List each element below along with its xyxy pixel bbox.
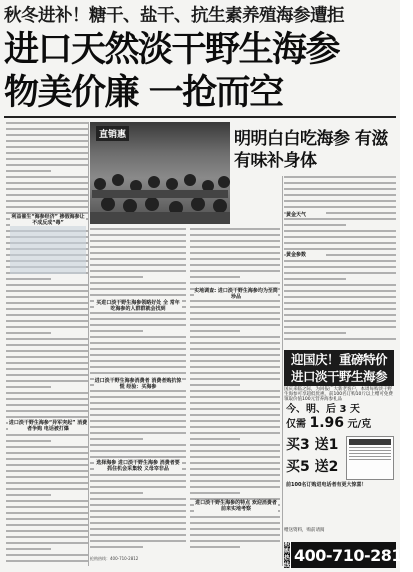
- offer-note: 前100名订购进电话者有更大惊喜！: [286, 482, 367, 488]
- hotline-number: 400-710-2812: [294, 545, 413, 565]
- text-line: [190, 264, 280, 266]
- text-line: [90, 282, 186, 284]
- text-line: [190, 528, 280, 530]
- subhead-left-box: 利益催生“海参经济” 掺假海参让不成反成“毒”: [11, 214, 85, 226]
- bottom-hotline: 抢购热线：400-710-2812: [90, 556, 139, 561]
- text-line: [90, 474, 186, 476]
- text-line: [90, 318, 186, 320]
- text-line: [90, 420, 186, 422]
- text-line: [190, 432, 280, 434]
- text-line: [284, 194, 396, 196]
- text-line: [6, 464, 88, 466]
- text-line: [6, 524, 88, 526]
- text-line: [190, 300, 280, 302]
- text-line: [6, 506, 88, 508]
- text-line: [90, 534, 186, 536]
- text-line: [6, 128, 88, 130]
- text-line: [90, 228, 186, 230]
- text-line: [190, 474, 280, 476]
- text-line: [6, 458, 88, 460]
- text-line: [284, 200, 396, 202]
- main-headline-line2: 物美价廉 一抢而空: [4, 73, 283, 113]
- text-line: [90, 504, 186, 506]
- promo-banner-line2: 进口淡干野生海参: [290, 369, 387, 384]
- promo-small-text: 赠送资料，购前请阅: [284, 528, 325, 533]
- text-line: [6, 146, 88, 148]
- hotline-label: 抢购热线: [284, 541, 291, 569]
- text-line: [6, 404, 88, 406]
- text-line: [190, 456, 280, 458]
- text-line: [190, 534, 280, 536]
- text-line: [284, 266, 396, 268]
- price-days: 今、明、后 3 天: [286, 404, 360, 415]
- text-line: [90, 390, 186, 392]
- text-line: [90, 270, 186, 272]
- text-line: [190, 408, 280, 410]
- text-line: [90, 498, 186, 500]
- text-line: [90, 294, 186, 296]
- promo-banner: [284, 350, 394, 386]
- offer-buy3: 买3 送1: [286, 437, 339, 453]
- text-line: [6, 356, 88, 358]
- text-line: [190, 240, 280, 242]
- text-line: [6, 386, 51, 388]
- text-line: [6, 482, 88, 484]
- side-headline: 明明白白吃海参 有滋有味补身体: [234, 129, 388, 171]
- text-line: [90, 288, 186, 290]
- text-line: [90, 264, 186, 266]
- text-line: [6, 494, 51, 496]
- text-line: [90, 240, 186, 242]
- subhead-center-a: 实地调查: 进口淡干野生海参均为至简珍品: [194, 288, 278, 300]
- text-line: [6, 206, 88, 208]
- text-line: [6, 392, 88, 394]
- text-line: [190, 402, 280, 404]
- text-line: [6, 170, 51, 172]
- text-line: [6, 290, 88, 292]
- text-line: [6, 488, 88, 490]
- text-line: [190, 336, 280, 338]
- text-line: [190, 516, 280, 518]
- text-line: [6, 410, 88, 412]
- text-line: [6, 542, 88, 544]
- text-line: [6, 500, 88, 502]
- left-column-text: [6, 122, 88, 566]
- text-line: [284, 188, 396, 190]
- text-line: [190, 258, 280, 260]
- text-line: [190, 426, 280, 428]
- text-line: [190, 462, 280, 464]
- text-line: [284, 308, 396, 310]
- text-line: [6, 380, 88, 382]
- text-line: [90, 432, 186, 434]
- text-line: [284, 224, 346, 226]
- text-line: [6, 278, 51, 280]
- text-line: [90, 348, 186, 350]
- text-line: [190, 540, 280, 542]
- text-line: [6, 368, 88, 370]
- text-line: [190, 546, 240, 548]
- right-column-text: [284, 176, 396, 346]
- photo-sign: 直销惠: [96, 126, 129, 141]
- text-line: [90, 336, 186, 338]
- text-line: [90, 276, 143, 278]
- text-line: [284, 296, 396, 298]
- text-line: [6, 152, 88, 154]
- text-line: [90, 234, 186, 236]
- text-line: [90, 546, 143, 548]
- text-line: [90, 444, 186, 446]
- text-line: [190, 480, 280, 482]
- text-line: [90, 246, 186, 248]
- subhead-center-d: 选择海参 进口淡干野生海参 消费者要抓住机会采集较 义母宰非品: [94, 460, 182, 472]
- price-unit: 元/克: [347, 419, 372, 430]
- text-line: [90, 426, 186, 428]
- headline-rule: [4, 116, 396, 118]
- text-line: [190, 252, 280, 254]
- promo-banner-line1: 迎国庆！重磅特价: [290, 352, 387, 367]
- text-line: [284, 236, 396, 238]
- news-photo: [90, 122, 230, 224]
- text-line: [6, 188, 88, 190]
- text-line: [6, 374, 88, 376]
- text-line: [284, 272, 396, 274]
- text-line: [284, 326, 396, 328]
- text-line: [190, 444, 280, 446]
- text-line: [284, 302, 396, 304]
- text-line: [6, 314, 88, 316]
- text-line: [90, 396, 186, 398]
- text-line: [6, 326, 88, 328]
- text-line: [6, 398, 88, 400]
- text-line: [190, 378, 280, 380]
- text-line: [6, 320, 88, 322]
- text-line: [190, 330, 240, 332]
- text-line: [284, 176, 396, 178]
- text-line: [6, 452, 88, 454]
- text-line: [6, 446, 88, 448]
- column-divider: [88, 122, 89, 566]
- subhead-center-c: 进口淡干野生海参消费者 消费者购抗惊慌 经验：买海参: [94, 378, 182, 390]
- text-line: [6, 182, 88, 184]
- text-line: [6, 344, 88, 346]
- text-line: [6, 194, 88, 196]
- text-line: [90, 450, 186, 452]
- text-line: [190, 438, 240, 440]
- text-line: [90, 522, 186, 524]
- text-line: [90, 510, 186, 512]
- price-box: [286, 404, 394, 432]
- text-line: [190, 270, 280, 272]
- text-line: [190, 354, 280, 356]
- text-line: [90, 438, 143, 440]
- text-line: [190, 366, 280, 368]
- text-line: [90, 354, 186, 356]
- text-line: [6, 548, 51, 550]
- text-line: [90, 360, 186, 362]
- text-line: [90, 312, 186, 314]
- text-line: [190, 372, 280, 374]
- text-line: [190, 342, 280, 344]
- main-headline-line1: 进口天然淡干野生海参: [4, 30, 340, 70]
- text-line: [90, 528, 186, 530]
- text-line: [90, 342, 186, 344]
- crowd-illustration: [90, 164, 230, 224]
- text-line: [6, 554, 88, 556]
- text-line: [284, 230, 396, 232]
- column-divider: [282, 176, 283, 566]
- text-line: [190, 246, 280, 248]
- text-line: [6, 284, 88, 286]
- text-line: [6, 200, 88, 202]
- text-line: [90, 408, 186, 410]
- text-line: [284, 332, 346, 334]
- text-line: [6, 308, 88, 310]
- subhead-left-mid: 进口淡干野生海参“异军突起” 消费者争购 电话被打爆: [8, 420, 88, 432]
- promo-subtext: 国庆来临之际，为回报广大新老客户，本周每购淡干野生海参可享超低优惠，前100名订购10斤以上赠可免费领取价值100元营养海参礼品: [284, 387, 393, 402]
- text-line: [284, 242, 396, 244]
- text-line: [190, 414, 280, 416]
- text-line: [6, 434, 88, 436]
- text-line: [190, 468, 280, 470]
- text-line: [284, 182, 396, 184]
- text-line: [6, 122, 88, 124]
- text-line: [190, 282, 280, 284]
- text-line: [90, 372, 186, 374]
- text-line: [6, 440, 51, 442]
- text-line: [190, 348, 280, 350]
- text-line: [90, 516, 186, 518]
- text-line: [284, 314, 396, 316]
- text-line: [190, 324, 280, 326]
- text-line: [190, 390, 280, 392]
- text-line: [6, 362, 88, 364]
- text-line: [90, 456, 186, 458]
- text-line: [90, 366, 186, 368]
- text-line: [6, 536, 88, 538]
- text-line: [284, 290, 396, 292]
- text-line: [90, 480, 186, 482]
- price-value: 1.96: [309, 415, 345, 431]
- text-line: [190, 522, 280, 524]
- offer-buy5: 买5 送2: [286, 459, 339, 475]
- text-line: [190, 450, 280, 452]
- product-card-image: [346, 436, 394, 480]
- text-line: [90, 330, 143, 332]
- text-line: [190, 306, 280, 308]
- price-prefix: 仅需: [286, 419, 306, 430]
- text-line: [284, 278, 346, 280]
- text-line: [90, 258, 186, 260]
- text-line: [6, 158, 88, 160]
- price-line: [286, 416, 394, 432]
- text-line: [284, 320, 396, 322]
- subhead-center-b: 买进口淡干野生海参领略好处 全 常年吃海参的人群群就会找到: [94, 300, 182, 312]
- text-line: [190, 312, 280, 314]
- text-line: [90, 540, 186, 542]
- text-line: [190, 420, 280, 422]
- text-line: [6, 338, 88, 340]
- text-line: [6, 470, 88, 472]
- text-line: [6, 518, 88, 520]
- text-line: [190, 384, 240, 386]
- text-line: [284, 338, 396, 340]
- text-line: [6, 176, 88, 178]
- text-line: [90, 402, 186, 404]
- text-line: [190, 396, 280, 398]
- text-line: [6, 350, 88, 352]
- text-line: [190, 360, 280, 362]
- text-line: [6, 512, 88, 514]
- text-line: [6, 296, 88, 298]
- text-line: [284, 260, 396, 262]
- text-line: [90, 492, 143, 494]
- text-line: [6, 476, 88, 478]
- text-line: [90, 324, 186, 326]
- text-line: [6, 416, 88, 418]
- text-line: [6, 302, 88, 304]
- text-line: [90, 252, 186, 254]
- left-shaded-box: [10, 222, 86, 274]
- text-line: [90, 414, 186, 416]
- text-line: [190, 234, 280, 236]
- text-line: [6, 530, 88, 532]
- text-line: [6, 164, 88, 166]
- text-line: [190, 318, 280, 320]
- text-line: [284, 206, 396, 208]
- text-line: [6, 560, 88, 562]
- text-line: [90, 486, 186, 488]
- subhead-right-b: 黄金参数: [286, 252, 326, 258]
- text-line: [190, 492, 240, 494]
- text-line: [284, 218, 396, 220]
- text-line: [6, 332, 51, 334]
- text-line: [6, 140, 88, 142]
- subhead-right-a: 黄金天气: [286, 212, 326, 218]
- text-line: [190, 486, 280, 488]
- text-line: [284, 248, 396, 250]
- text-line: [190, 276, 240, 278]
- text-line: [284, 284, 396, 286]
- text-line: [190, 228, 280, 230]
- hotline-box: [284, 541, 413, 569]
- center-left-column-text: [90, 228, 186, 554]
- kicker-headline: 秋冬进补！糖干、盐干、抗生素养殖海参遭拒: [4, 6, 344, 26]
- text-line: [6, 134, 88, 136]
- subhead-center-e: 进口淡干野生海参的特点 欢迎消费者前来实地考察: [195, 500, 277, 512]
